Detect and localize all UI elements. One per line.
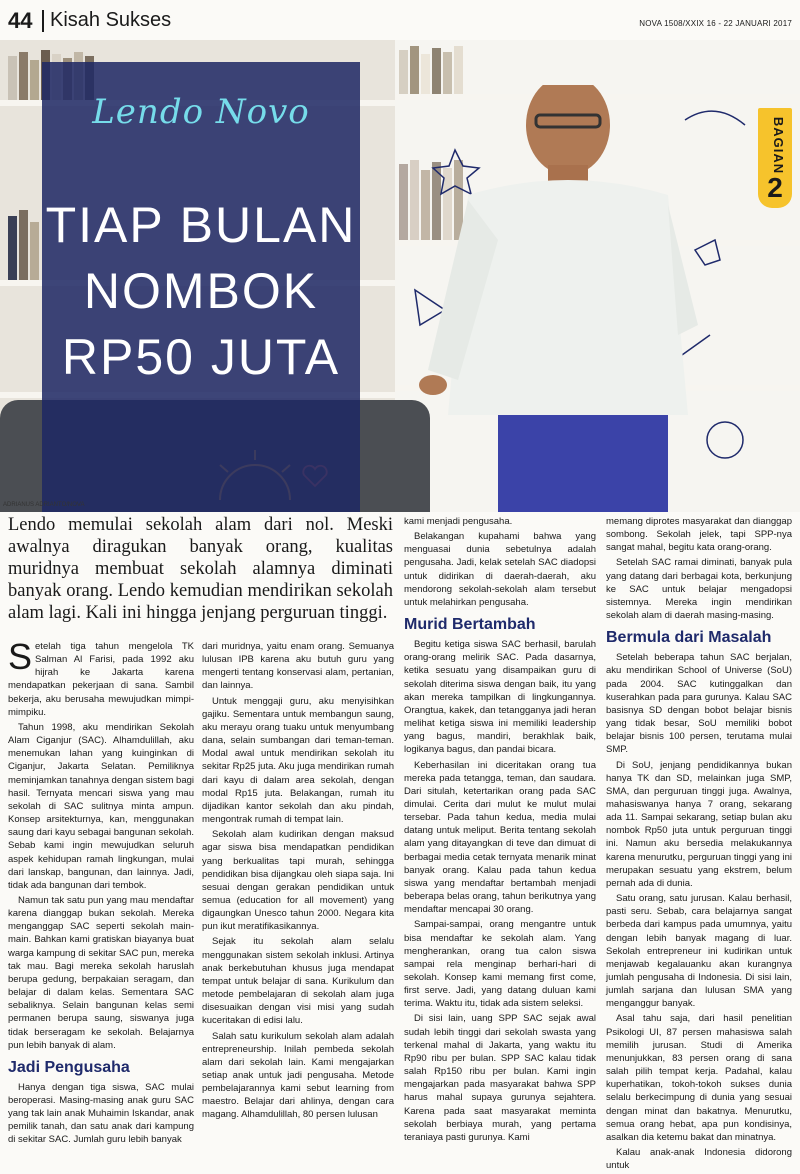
paragraph: Keberhasilan ini diceritakan orang tua mereka pada tetangga, teman, dan saudara. Dari situlah, ketertarikan orang pada SAC dimulai. Cerita dari mulut ke mulut mulai tersebar. Pada tahun kedua, media mulai datang untuk meliput. Berita tentang sekolah alam yang ditayangkan di teve dan dimuat di berbagai media cetak ternyata menarik minat banyak orang. Kalau pada tahun kedua siswa yang mendaftar bertambah menjadi beberapa belas orang, tahun berikutnya yang mendaftar mencapai 30 orang. — [404, 759, 596, 916]
issue-line: NOVA 1508/XXIX 16 - 22 JANUARI 2017 — [639, 19, 792, 28]
column-1 — [8, 636, 194, 1149]
paragraph: Kalau anak-anak Indonesia didorong untuk — [606, 1147, 792, 1172]
header-divider — [42, 10, 44, 32]
portrait-figure — [398, 85, 698, 512]
paragraph: Belakangan kupahami bahwa yang menguasai dunia sebetulnya adalah pengusaha. Jadi, kelak setelah SAC diadopsi untuk didirikan di daerah-daerah, aku mendorong sekolah-sekolah alam tersebut untuk melahirkan pengusaha. — [404, 531, 596, 608]
paragraph: Sampai-sampai, orang mengantre untuk bisa mendaftar ke sekolah alam. Yang mengherankan, orang tua calon siswa sampai rela menginap berhari-hari di sekolah. Konsep kami memang first come, first serve. Jadi, yang datang duluan kami terima. Waktu itu, tidak ada sistem seleksi. — [404, 919, 596, 1010]
paragraph: Setelah SAC ramai diminati, banyak pula yang datang dari berbagai kota, berkunjung ke SAC untuk belajar mengadopsi sistemnya. Mereka ingin mendirikan sekolah alam di daerah masing-masing. — [606, 557, 792, 622]
paragraph: memang diprotes masyarakat dan dianggap sombong. Sekolah jelek, tapi SPP-nya sangat mahal, begitu kata orang-orang. — [606, 516, 792, 554]
lead-paragraph: Lendo memulai sekolah alam dari nol. Meski awalnya diragukan banyak orang, kualitas muridnya membuat sekolah alamnya diminati banyak orang. Lendo kemudian mendirikan sekolah alam lagi. Kali ini hingga jenjang perguruan tinggi. — [8, 515, 393, 623]
paragraph: Namun tak satu pun yang mau mendaftar karena dianggap bukan sekolah. Mereka menganggap SAC seperti sekolah main-main. Bahkan kami gratiskan biayanya buat warga kampung di sekitar SAC pun, mereka tak mau. Bagi mereka sekolah haruslah berupa gedung, berpakaian seragam, dan belajar di dalam kelas. Sementara SAC sebaliknya. Selain bangunan kelas semi permanen berupa saung, siswanya juga tidak berseragam ke sekolah. Belajarnya pun lebih banyak di alam. — [8, 894, 194, 1051]
subheading-murid-bertambah: Murid Bertambah — [404, 616, 536, 634]
paragraph: Satu orang, satu jurusan. Kalau berhasil, pasti seru. Sebab, cara belajarnya sangat berbeda dari kampus pada umumnya, yaitu dengan lebih banyak magang di luar. Sekolah entrepreneur ini kudirikan untuk menjawab kegalauanku akan kurangnya jumlah pengusaha di Indonesia. Di sisi lain, jumlah sarjana dan lulusan SMA yang menganggur banyak. — [606, 893, 792, 1010]
section-rubric: Kisah Sukses — [50, 9, 172, 31]
subheading-jadi-pengusaha: Jadi Pengusaha — [8, 1058, 130, 1076]
part-badge-label: BAGIAN — [771, 116, 787, 175]
photo-credit: ADRIANUS ADRIANTO/NOVA — [3, 502, 85, 508]
paragraph: Begitu ketiga siswa SAC berhasil, barulah orang-orang melirik SAC. Pada dasarnya, ketika sesuatu yang disampaikan guru di sekolah diterima siswa dengan baik, itu yang akan mereka tampilkan di lingkungannya. Orangtua, kakek, dan tetangganya jadi heran melihat ketiga siswa ini memiliki leadership yang bagus, mandiri, berakhlak baik, logikanya bagus, dan pandai bicara. — [404, 639, 596, 756]
page-header — [0, 0, 800, 40]
paragraph: Untuk menggaji guru, aku menyisihkan gajiku. Sementara untuk membangun saung, aku merayu orang tuaku untuk menyumbang dana, selain sumbangan dari teman-teman. Modal awal untuk mendirikan sekolah itu sekitar Rp25 juta. Aku juga mendirikan rumah dari kayu di dalam area sekolah, dengan modal Rp15 juta. Belakangan, rumah itu dijadikan kantor sekolah dan aku pindah, mengontrak rumah di tempat lain. — [202, 695, 394, 826]
column-4 — [606, 515, 792, 1174]
paragraph: Hanya dengan tiga siswa, SAC mulai beroperasi. Masing-masing anak guru SAC yang tak lain anak Muhaimin Iskandar, anak pemilik tanah, dan satu anak dari kampung di sekitar SAC. Jumlah guru lebih banyak — [8, 1081, 194, 1146]
paragraph: Salah satu kurikulum sekolah alam adalah entrepreneurship. Inilah pembeda sekolah alam dari sekolah lain. Kami mengajarkan setiap anak untuk jadi pengusaha. Metode pembelajarannya kami sebut learning from maestro. Belajar dari ahlinya, dengan cara magang. Alhamdulillah, 80 persen lulusan — [202, 1030, 394, 1121]
hero-photo — [0, 40, 800, 512]
paragraph: Setelah beberapa tahun SAC berjalan, aku mendirikan School of Universe (SoU) pada 2004. SAC kutinggalkan dan kuserahkan pada para gurunya. Kalau SAC basisnya SD dengan bobot belajar bisnis yang tidak besar, SoU memiliki bobot belajar bisnis 100 persen, terutama mulai SMP. — [606, 652, 792, 756]
paragraph: Sekolah alam kudirikan dengan maksud agar siswa bisa mendapatkan pendidikan yang berkualitas tapi murah, sehingga pendidikan bisa dijangkau oleh siapa saja. Ini sesuai dengan gerakan pendidikan untuk semua (education for all movement) yang digaungkan Unesco tahun 2000. Negara kita pun ikut meratifikasikannya. — [202, 829, 394, 933]
paragraph: kami menjadi pengusaha. — [404, 516, 513, 527]
paragraph: Asal tahu saja, dari hasil penelitian Psikologi UI, 87 persen mahasiswa salah memilih jurusan. Studi di Amerika menunjukkan, 83 persen orang di sana salah pilih tempat kerja. Padahal, kalau kuperhatikan, tokoh-tokoh sukses dunia selalu berkecimpung di dunia yang sesuai dengan minat dan bakatnya. Menurutku, semua orang hebat, apa pun kondisinya, asalkan dia ketemu bakat dan minatnya. — [606, 1013, 792, 1143]
book-row — [8, 210, 41, 280]
page-number: 44 — [8, 8, 33, 33]
title-panel — [42, 62, 360, 512]
paragraph: Di sisi lain, uang SPP SAC sejak awal sudah lebih tinggi dari sekolah swasta yang terkenal mahal di Jakarta, yang waktu itu Rp90 ribu per bulan. SPP SAC kalau tidak salah Rp150 ribu per bulan. Kami ingin mengajarkan pada masyarakat bahwa SPP harus mahal supaya gurunya sejahtera. Karena pada saat masyarakat meminta sekolah berbiaya murah, yang pertama teraniaya pasti gurunya. Kami — [404, 1013, 596, 1143]
paragraph: dari muridnya, yaitu enam orang. Semuanya lulusan IPB karena aku butuh guru yang mengerti tentang konservasi alam, pertanian, dan lainnya. — [202, 641, 394, 692]
kicker-name: Lendo Novo — [92, 92, 310, 132]
drop-cap: S — [8, 636, 33, 677]
paragraph: Setelah tiga tahun mengelola TK Salman Al Farisi, pada 1992 aku hijrah ke Jakarta karena mendapatkan pekerjaan di sana. Sambil bekerja, aku berusaha mewujudkan mimpi-mimpiku. — [8, 636, 194, 718]
part-badge-number: 2 — [767, 172, 783, 203]
part-badge — [758, 108, 792, 208]
column-3 — [404, 515, 596, 1146]
column-2 — [202, 640, 394, 1124]
paragraph: Tahun 1998, aku mendirikan Sekolah Alam Ciganjur (SAC). Alhamdulillah, aku menemukan lahan yang kuinginkan di Ciganjur, Jakarta Selatan. Pemiliknya meminjamkan tanahnya dengan sistem bagi hasil. Ternyata mencari siswa yang mau sekolah di SAC sulitnya minta ampun. Konsep arsitekturnya, kan, menggunakan saung dari kayu sebagai bangunan sekolah. Sebab kami ingin mewujudkan seluruh aspek kehidupan ramah lingkungan, mulai dari lanskap, bangunan, dan lainnya. Jadi, tidak ada bangunan dari tembok. — [8, 721, 194, 891]
subheading-bermula-dari-masalah: Bermula dari Masalah — [606, 629, 772, 647]
paragraph: Di SoU, jenjang pendidikannya bukan hanya TK dan SD, melainkan juga SMP, SMA, dan perguruan tinggi juga. Awalnya, mahasiswanya hanya 7 orang, sekarang ada 11. Sampai sekarang, setiap bulan aku nombok Rp50 juta untuk perguruan tinggi ini. Namun aku bersedia melakukannya karena menurutku, perguruan tinggi yang ini merupakan sesuatu yang ekstrem, belum pernah ada di dunia. — [606, 759, 792, 889]
headline: TIAP BULAN NOMBOK RP50 JUTA — [45, 197, 357, 385]
paragraph: Sejak itu sekolah alam selalu menggunakan sistem sekolah inklusi. Artinya anak berkebutuhan khusus juga mendapat tempat untuk belajar di sana. Kurikulum dan metode pembelajaran di sekolah alam juga disesuaikan dengan visi misi yang sudah kuceritakan di edisi lalu. — [202, 936, 394, 1027]
